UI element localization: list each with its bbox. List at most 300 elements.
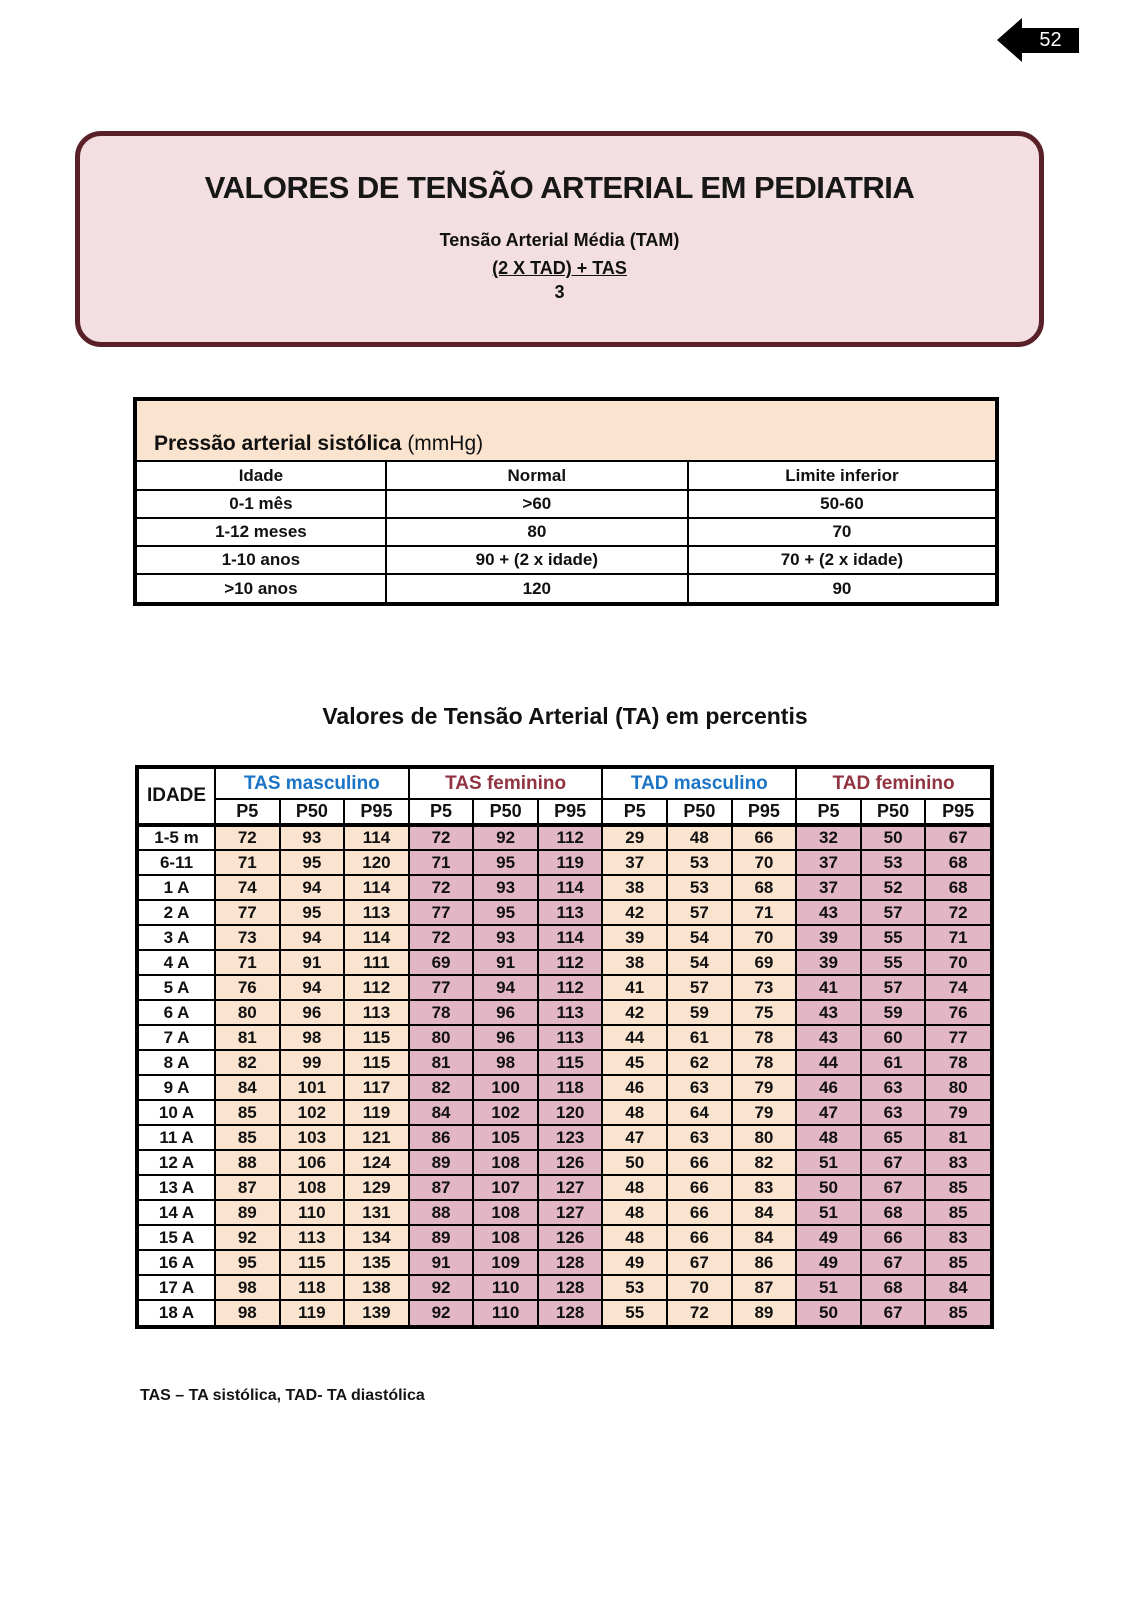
value-cell: 61 — [861, 1050, 926, 1075]
value-cell: 96 — [473, 1025, 538, 1050]
value-cell: 53 — [602, 1275, 667, 1300]
value-cell: 89 — [409, 1150, 474, 1175]
percentile-table-row — [139, 1300, 990, 1325]
value-cell: 52 — [861, 875, 926, 900]
value-cell: 78 — [409, 1000, 474, 1025]
systolic-cell: 70 — [688, 518, 995, 546]
idade-column-header: IDADE — [139, 769, 215, 825]
value-cell: 53 — [861, 850, 926, 875]
percentile-subheader: P95 — [732, 799, 797, 825]
value-cell: 123 — [538, 1125, 603, 1150]
value-cell: 131 — [344, 1200, 409, 1225]
value-cell: 77 — [925, 1025, 990, 1050]
value-cell: 94 — [473, 975, 538, 1000]
value-cell: 68 — [925, 875, 990, 900]
value-cell: 68 — [861, 1200, 926, 1225]
value-cell: 99 — [280, 1050, 345, 1075]
value-cell: 127 — [538, 1175, 603, 1200]
value-cell: 94 — [280, 875, 345, 900]
page-number: 52 — [1022, 28, 1079, 53]
value-cell: 71 — [409, 850, 474, 875]
percentile-table-row — [139, 1050, 990, 1075]
value-cell: 44 — [796, 1050, 861, 1075]
value-cell: 72 — [409, 925, 474, 950]
value-cell: 92 — [409, 1300, 474, 1325]
value-cell: 43 — [796, 1025, 861, 1050]
value-cell: 43 — [796, 1000, 861, 1025]
age-label-cell: 16 A — [139, 1250, 215, 1275]
value-cell: 79 — [925, 1100, 990, 1125]
value-cell: 80 — [215, 1000, 280, 1025]
value-cell: 79 — [732, 1075, 797, 1100]
value-cell: 114 — [538, 875, 603, 900]
value-cell: 95 — [280, 900, 345, 925]
value-cell: 82 — [409, 1075, 474, 1100]
value-cell: 78 — [732, 1025, 797, 1050]
value-cell: 53 — [667, 875, 732, 900]
value-cell: 48 — [667, 825, 732, 850]
value-cell: 63 — [861, 1075, 926, 1100]
value-cell: 112 — [538, 825, 603, 850]
value-cell: 63 — [667, 1075, 732, 1100]
value-cell: 106 — [280, 1150, 345, 1175]
value-cell: 113 — [344, 900, 409, 925]
value-cell: 66 — [732, 825, 797, 850]
value-cell: 49 — [602, 1250, 667, 1275]
value-cell: 91 — [473, 950, 538, 975]
value-cell: 107 — [473, 1175, 538, 1200]
value-cell: 98 — [215, 1275, 280, 1300]
percentile-table-row — [139, 1000, 990, 1025]
systolic-table-row — [137, 574, 995, 602]
value-cell: 85 — [925, 1200, 990, 1225]
systolic-table-unit: (mmHg) — [401, 432, 484, 455]
value-cell: 87 — [215, 1175, 280, 1200]
table-footnote: TAS – TA sistólica, TAD- TA diastólica — [140, 1387, 425, 1404]
value-cell: 100 — [473, 1075, 538, 1100]
value-cell: 37 — [602, 850, 667, 875]
age-label-cell: 18 A — [139, 1300, 215, 1325]
value-cell: 47 — [796, 1100, 861, 1125]
value-cell: 98 — [280, 1025, 345, 1050]
value-cell: 69 — [732, 950, 797, 975]
age-label-cell: 12 A — [139, 1150, 215, 1175]
value-cell: 83 — [732, 1175, 797, 1200]
age-label-cell: 1 A — [139, 875, 215, 900]
age-label-cell: 17 A — [139, 1275, 215, 1300]
value-cell: 114 — [344, 925, 409, 950]
value-cell: 115 — [538, 1050, 603, 1075]
value-cell: 70 — [732, 850, 797, 875]
value-cell: 102 — [280, 1100, 345, 1125]
value-cell: 60 — [861, 1025, 926, 1050]
value-cell: 57 — [861, 975, 926, 1000]
value-cell: 50 — [602, 1150, 667, 1175]
percentile-subheader: P95 — [925, 799, 990, 825]
group-header: TAS feminino — [409, 769, 603, 799]
value-cell: 45 — [602, 1050, 667, 1075]
value-cell: 120 — [344, 850, 409, 875]
value-cell: 62 — [667, 1050, 732, 1075]
value-cell: 48 — [602, 1225, 667, 1250]
title-box — [75, 131, 1044, 347]
value-cell: 102 — [473, 1100, 538, 1125]
value-cell: 91 — [280, 950, 345, 975]
systolic-cell: 120 — [386, 574, 688, 602]
systolic-cell: 1-10 anos — [137, 546, 386, 574]
value-cell: 76 — [215, 975, 280, 1000]
value-cell: 92 — [215, 1225, 280, 1250]
value-cell: 94 — [280, 975, 345, 1000]
value-cell: 126 — [538, 1225, 603, 1250]
value-cell: 129 — [344, 1175, 409, 1200]
percentile-table-grid — [139, 769, 990, 1325]
percentile-subheader: P5 — [409, 799, 474, 825]
value-cell: 77 — [409, 975, 474, 1000]
percentile-table-row — [139, 1225, 990, 1250]
value-cell: 114 — [344, 875, 409, 900]
value-cell: 63 — [861, 1100, 926, 1125]
value-cell: 29 — [602, 825, 667, 850]
value-cell: 72 — [667, 1300, 732, 1325]
value-cell: 71 — [215, 850, 280, 875]
value-cell: 113 — [344, 1000, 409, 1025]
value-cell: 67 — [925, 825, 990, 850]
value-cell: 71 — [925, 925, 990, 950]
age-label-cell: 8 A — [139, 1050, 215, 1075]
value-cell: 95 — [280, 850, 345, 875]
age-label-cell: 3 A — [139, 925, 215, 950]
value-cell: 98 — [473, 1050, 538, 1075]
value-cell: 95 — [215, 1250, 280, 1275]
value-cell: 57 — [667, 975, 732, 1000]
value-cell: 82 — [732, 1150, 797, 1175]
systolic-table-grid — [137, 462, 995, 602]
value-cell: 117 — [344, 1075, 409, 1100]
value-cell: 98 — [215, 1300, 280, 1325]
value-cell: 72 — [215, 825, 280, 850]
value-cell: 70 — [925, 950, 990, 975]
value-cell: 94 — [280, 925, 345, 950]
value-cell: 84 — [215, 1075, 280, 1100]
value-cell: 55 — [861, 925, 926, 950]
value-cell: 92 — [409, 1275, 474, 1300]
page-title: VALORES DE TENSÃO ARTERIAL EM PEDIATRIA — [204, 170, 915, 205]
value-cell: 57 — [667, 900, 732, 925]
value-cell: 65 — [861, 1125, 926, 1150]
value-cell: 42 — [602, 900, 667, 925]
age-label-cell: 14 A — [139, 1200, 215, 1225]
value-cell: 77 — [215, 900, 280, 925]
value-cell: 110 — [473, 1300, 538, 1325]
value-cell: 71 — [215, 950, 280, 975]
value-cell: 86 — [409, 1125, 474, 1150]
value-cell: 48 — [602, 1175, 667, 1200]
value-cell: 96 — [473, 1000, 538, 1025]
percentile-table-row — [139, 850, 990, 875]
value-cell: 74 — [925, 975, 990, 1000]
value-cell: 92 — [473, 825, 538, 850]
age-label-cell: 5 A — [139, 975, 215, 1000]
value-cell: 112 — [538, 975, 603, 1000]
systolic-column-header: Limite inferior — [688, 462, 995, 490]
percentile-table-row — [139, 1175, 990, 1200]
age-label-cell: 1-5 m — [139, 825, 215, 850]
systolic-header-row — [137, 462, 995, 490]
age-label-cell: 9 A — [139, 1075, 215, 1100]
value-cell: 71 — [732, 900, 797, 925]
value-cell: 50 — [796, 1175, 861, 1200]
value-cell: 55 — [602, 1300, 667, 1325]
value-cell: 93 — [473, 875, 538, 900]
value-cell: 110 — [473, 1275, 538, 1300]
systolic-table-row — [137, 490, 995, 518]
value-cell: 113 — [538, 1000, 603, 1025]
age-label-cell: 11 A — [139, 1125, 215, 1150]
value-cell: 32 — [796, 825, 861, 850]
value-cell: 51 — [796, 1275, 861, 1300]
group-header: TAD feminino — [796, 769, 990, 799]
value-cell: 42 — [602, 1000, 667, 1025]
formula-numerator: (2 X TAD) + TAS — [492, 258, 627, 278]
value-cell: 70 — [732, 925, 797, 950]
value-cell: 72 — [409, 825, 474, 850]
systolic-cell: 80 — [386, 518, 688, 546]
value-cell: 85 — [215, 1100, 280, 1125]
value-cell: 66 — [667, 1175, 732, 1200]
value-cell: 124 — [344, 1150, 409, 1175]
group-header: TAS masculino — [215, 769, 409, 799]
systolic-cell: 70 + (2 x idade) — [688, 546, 995, 574]
value-cell: 43 — [796, 900, 861, 925]
value-cell: 114 — [538, 925, 603, 950]
value-cell: 101 — [280, 1075, 345, 1100]
value-cell: 54 — [667, 925, 732, 950]
value-cell: 79 — [732, 1100, 797, 1125]
value-cell: 41 — [796, 975, 861, 1000]
value-cell: 89 — [732, 1300, 797, 1325]
value-cell: 119 — [538, 850, 603, 875]
value-cell: 80 — [732, 1125, 797, 1150]
value-cell: 68 — [861, 1275, 926, 1300]
value-cell: 115 — [344, 1050, 409, 1075]
systolic-cell: 90 + (2 x idade) — [386, 546, 688, 574]
value-cell: 67 — [861, 1150, 926, 1175]
value-cell: 72 — [925, 900, 990, 925]
value-cell: 108 — [473, 1150, 538, 1175]
value-cell: 41 — [602, 975, 667, 1000]
value-cell: 59 — [861, 1000, 926, 1025]
value-cell: 134 — [344, 1225, 409, 1250]
percentile-subheader: P50 — [667, 799, 732, 825]
value-cell: 73 — [215, 925, 280, 950]
tam-subtitle: Tensão Arterial Média (TAM) — [439, 230, 680, 250]
percentile-table-row — [139, 1150, 990, 1175]
percentile-table-row — [139, 1125, 990, 1150]
value-cell: 78 — [925, 1050, 990, 1075]
age-label-cell: 2 A — [139, 900, 215, 925]
value-cell: 64 — [667, 1100, 732, 1125]
value-cell: 48 — [602, 1100, 667, 1125]
age-label-cell: 7 A — [139, 1025, 215, 1050]
value-cell: 113 — [538, 900, 603, 925]
value-cell: 120 — [538, 1100, 603, 1125]
value-cell: 84 — [925, 1275, 990, 1300]
percentile-table-row — [139, 1275, 990, 1300]
page-number-marker — [997, 18, 1079, 62]
value-cell: 39 — [796, 950, 861, 975]
value-cell: 103 — [280, 1125, 345, 1150]
value-cell: 109 — [473, 1250, 538, 1275]
age-label-cell: 13 A — [139, 1175, 215, 1200]
value-cell: 67 — [861, 1300, 926, 1325]
value-cell: 68 — [925, 850, 990, 875]
value-cell: 55 — [861, 950, 926, 975]
value-cell: 53 — [667, 850, 732, 875]
value-cell: 46 — [796, 1075, 861, 1100]
value-cell: 119 — [280, 1300, 345, 1325]
systolic-cell: 0-1 mês — [137, 490, 386, 518]
value-cell: 112 — [538, 950, 603, 975]
value-cell: 59 — [667, 1000, 732, 1025]
value-cell: 76 — [925, 1000, 990, 1025]
value-cell: 47 — [602, 1125, 667, 1150]
value-cell: 84 — [409, 1100, 474, 1125]
value-cell: 112 — [344, 975, 409, 1000]
value-cell: 85 — [925, 1300, 990, 1325]
value-cell: 50 — [861, 825, 926, 850]
value-cell: 110 — [280, 1200, 345, 1225]
age-label-cell: 4 A — [139, 950, 215, 975]
value-cell: 82 — [215, 1050, 280, 1075]
value-cell: 66 — [861, 1225, 926, 1250]
value-cell: 66 — [667, 1225, 732, 1250]
age-label-cell: 15 A — [139, 1225, 215, 1250]
value-cell: 39 — [796, 925, 861, 950]
systolic-column-header: Idade — [137, 462, 386, 490]
value-cell: 93 — [473, 925, 538, 950]
value-cell: 127 — [538, 1200, 603, 1225]
value-cell: 108 — [280, 1175, 345, 1200]
systolic-cell: 50-60 — [688, 490, 995, 518]
value-cell: 37 — [796, 875, 861, 900]
value-cell: 67 — [667, 1250, 732, 1275]
percentile-table-row — [139, 975, 990, 1000]
value-cell: 128 — [538, 1275, 603, 1300]
value-cell: 48 — [796, 1125, 861, 1150]
percentile-table-row — [139, 875, 990, 900]
age-label-cell: 6-11 — [139, 850, 215, 875]
value-cell: 83 — [925, 1150, 990, 1175]
percentile-subheader: P50 — [861, 799, 926, 825]
percentile-subheader: P95 — [538, 799, 603, 825]
value-cell: 139 — [344, 1300, 409, 1325]
value-cell: 38 — [602, 875, 667, 900]
value-cell: 51 — [796, 1150, 861, 1175]
percentile-table-row — [139, 1250, 990, 1275]
systolic-cell: 1-12 meses — [137, 518, 386, 546]
value-cell: 78 — [732, 1050, 797, 1075]
value-cell: 48 — [602, 1200, 667, 1225]
value-cell: 87 — [732, 1275, 797, 1300]
value-cell: 61 — [667, 1025, 732, 1050]
value-cell: 54 — [667, 950, 732, 975]
value-cell: 91 — [409, 1250, 474, 1275]
systolic-table-row — [137, 546, 995, 574]
percentile-table-row — [139, 825, 990, 850]
percentile-subheader-row — [139, 799, 990, 825]
value-cell: 39 — [602, 925, 667, 950]
value-cell: 51 — [796, 1200, 861, 1225]
value-cell: 115 — [344, 1025, 409, 1050]
value-cell: 118 — [280, 1275, 345, 1300]
percentile-table-row — [139, 900, 990, 925]
value-cell: 138 — [344, 1275, 409, 1300]
value-cell: 81 — [925, 1125, 990, 1150]
value-cell: 81 — [215, 1025, 280, 1050]
value-cell: 85 — [925, 1250, 990, 1275]
value-cell: 111 — [344, 950, 409, 975]
value-cell: 67 — [861, 1250, 926, 1275]
value-cell: 37 — [796, 850, 861, 875]
systolic-cell: >60 — [386, 490, 688, 518]
value-cell: 89 — [215, 1200, 280, 1225]
value-cell: 85 — [925, 1175, 990, 1200]
value-cell: 128 — [538, 1300, 603, 1325]
value-cell: 118 — [538, 1075, 603, 1100]
value-cell: 69 — [409, 950, 474, 975]
value-cell: 68 — [732, 875, 797, 900]
systolic-table-row — [137, 518, 995, 546]
value-cell: 126 — [538, 1150, 603, 1175]
value-cell: 80 — [925, 1075, 990, 1100]
systolic-cell: 90 — [688, 574, 995, 602]
value-cell: 44 — [602, 1025, 667, 1050]
percentile-table-row — [139, 1025, 990, 1050]
age-label-cell: 6 A — [139, 1000, 215, 1025]
value-cell: 95 — [473, 900, 538, 925]
value-cell: 57 — [861, 900, 926, 925]
age-label-cell: 10 A — [139, 1100, 215, 1125]
value-cell: 114 — [344, 825, 409, 850]
percentile-table-row — [139, 1075, 990, 1100]
left-arrow-icon — [997, 18, 1022, 62]
value-cell: 105 — [473, 1125, 538, 1150]
value-cell: 89 — [409, 1225, 474, 1250]
value-cell: 135 — [344, 1250, 409, 1275]
value-cell: 38 — [602, 950, 667, 975]
value-cell: 113 — [280, 1225, 345, 1250]
value-cell: 121 — [344, 1125, 409, 1150]
value-cell: 70 — [667, 1275, 732, 1300]
percentile-subheader: P5 — [602, 799, 667, 825]
group-header: TAD masculino — [602, 769, 796, 799]
systolic-cell: >10 anos — [137, 574, 386, 602]
value-cell: 67 — [861, 1175, 926, 1200]
percentile-table — [135, 765, 994, 1329]
percentile-table-row — [139, 1200, 990, 1225]
percentile-table-title: Valores de Tensão Arterial (TA) em percentis — [322, 703, 808, 729]
systolic-column-header: Normal — [386, 462, 688, 490]
value-cell: 81 — [409, 1050, 474, 1075]
percentile-subheader: P50 — [473, 799, 538, 825]
value-cell: 88 — [409, 1200, 474, 1225]
value-cell: 46 — [602, 1075, 667, 1100]
value-cell: 84 — [732, 1200, 797, 1225]
value-cell: 119 — [344, 1100, 409, 1125]
percentile-subheader: P50 — [280, 799, 345, 825]
group-header-row — [139, 769, 990, 799]
